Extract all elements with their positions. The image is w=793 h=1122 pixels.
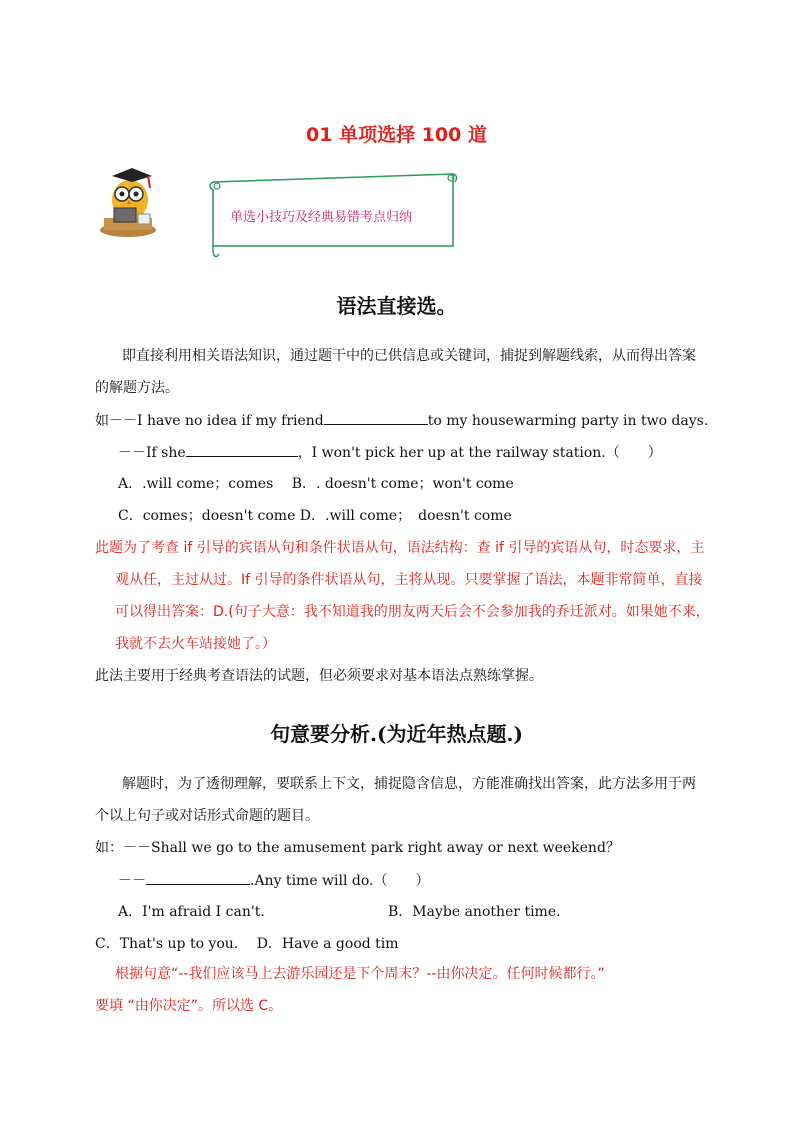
banner-text: 单选小技巧及经典易错考点归纳 bbox=[230, 210, 413, 225]
question1-line2-suffix: ，I won't pick her up at the railway station.（ ） bbox=[297, 445, 662, 461]
section-heading-meaning: 句意要分析.(为近年热点题.) bbox=[270, 722, 523, 746]
explanation-line4: 我就不去火车站接她了。） bbox=[115, 636, 276, 652]
section2-intro-line1: 解题时，为了透彻理解，要联系上下文，捕捉隐含信息，方能准确找出答案，此方法多用于两 bbox=[122, 776, 696, 792]
section-heading-grammar: 语法直接选。 bbox=[336, 294, 457, 318]
question2-prefix: －－ bbox=[118, 873, 146, 889]
options-cd: C．comes；doesn't come D．.will come； doesn't come bbox=[118, 508, 512, 524]
explanation-line3: 可以得出答案：D.(句子大意：我不知道我的朋友两天后会不会参加我的乔迁派对。如果她不来， bbox=[115, 604, 710, 620]
section2-intro-line2: 个以上句子或对话形式命题的题目。 bbox=[95, 808, 319, 824]
answer-blank bbox=[146, 870, 250, 885]
question1-line2-prefix: －－If she bbox=[118, 445, 186, 461]
question1-line2 bbox=[118, 442, 662, 463]
question2-line1: 如：－－Shall we go to the amusement park right away or next weekend？ bbox=[95, 840, 620, 856]
option-a: A．I'm afraid I can't. bbox=[118, 904, 265, 920]
explanation-line1: 此题为了考查 if 引导的宾语从句和条件状语从句，语法结构：查 if 引导的宾语从句，时态要求，主 bbox=[95, 540, 705, 556]
section1-summary: 此法主要用于经典考查语法的试题，但必须要求对基本语法点熟练掌握。 bbox=[95, 668, 543, 684]
question1-suffix: to my housewarming party in two days. bbox=[427, 413, 709, 429]
section2-explanation-line2: 要填 “由你决定”。所以选 C。 bbox=[95, 998, 283, 1014]
page-title: 01 单项选择 100 道 bbox=[306, 124, 487, 146]
options-cd-2: C．That's up to you. D．Have a good tim bbox=[95, 936, 399, 952]
question1-prefix: 如－－I have no idea if my friend bbox=[95, 413, 324, 429]
question1-line1 bbox=[95, 410, 708, 431]
section1-intro-line2: 的解题方法。 bbox=[95, 380, 179, 396]
owl-mascot-icon bbox=[98, 160, 158, 240]
options-ab: A．.will come；comes B．. doesn't come；won't come bbox=[118, 476, 514, 492]
section2-explanation-line1: 根据句意“--我们应该马上去游乐园还是下个周末？--由你决定。任何时候都行。” bbox=[115, 966, 605, 982]
section1-intro-line1: 即直接利用相关语法知识，通过题干中的已供信息或关键词，捕捉到解题线索，从而得出答案 bbox=[122, 348, 696, 364]
explanation-line2: 观从任，主过从过。If 引导的条件状语从句，主将从现。只要掌握了语法，本题非常简单，直接 bbox=[115, 572, 703, 588]
question2-suffix: .Any time will do.（ ） bbox=[250, 873, 430, 889]
answer-blank bbox=[186, 442, 298, 457]
question2-line2 bbox=[118, 870, 430, 891]
answer-blank bbox=[324, 410, 428, 425]
option-b: B．Maybe another time. bbox=[388, 904, 561, 920]
